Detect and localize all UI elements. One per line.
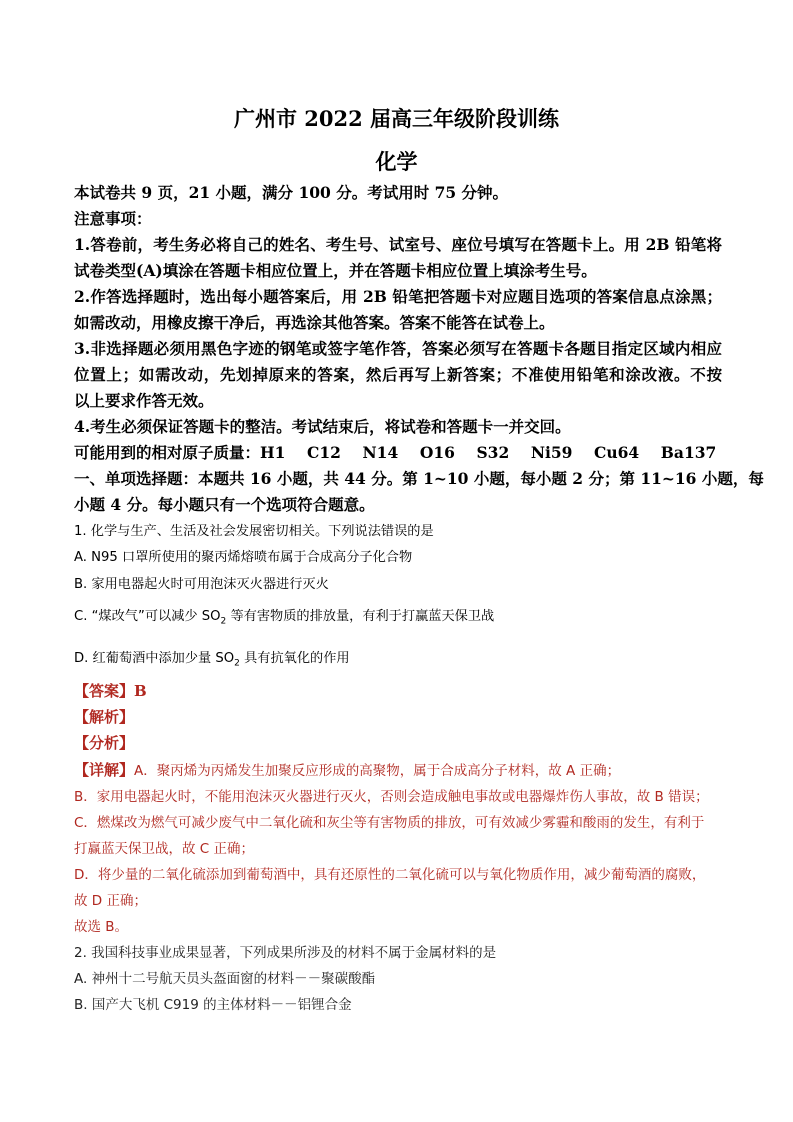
question-1-stem: 1. 化学与生产、生活及社会发展密切相关。下列说法错误的是 (74, 524, 434, 539)
exam-summary: 本试卷共 9 页，21 小题，满分 100 分。考试用时 75 分钟。 (74, 183, 509, 202)
question-2-option-a: A. 神州十二号航天员头盔面窗的材料－－聚碳酸酯 (74, 971, 376, 987)
question-1-option-a: A. N95 口罩所使用的聚丙烯熔喷布属于合成高分子化合物 (74, 550, 413, 565)
option-c-subscript: 2 (220, 616, 227, 627)
note-2-line-1: 2.作答选择题时，选出每小题答案后，用 2B 铅笔把答题卡对应题目选项的答案信息点涂黑； (74, 287, 722, 306)
answer-line: 【答案】B (74, 682, 147, 700)
question-2-option-b: B. 国产大飞机 C919 的主体材料－－铝锂合金 (74, 997, 352, 1013)
note-2-line-2: 如需改动，用橡皮擦干净后，再选涂其他答案。答案不能答在试卷上。 (74, 313, 555, 332)
question-1-option-b: B. 家用电器起火时可用泡沫灭火器进行灭火 (74, 577, 329, 592)
detail-d-line-2: 故 D 正确； (74, 893, 147, 909)
option-c-text-start: C. “煤改气”可以减少 SO (74, 609, 221, 624)
detail-a (74, 759, 620, 780)
detail-d-line-1: D．将少量的二氧化硫添加到葡萄酒中，具有还原性的二氧化硫可以与氧化物质作用，减少葡萄酒的腐败， (74, 867, 706, 883)
exam-title: 广州市 2022 届高三年级阶段训练 (233, 106, 560, 131)
detail-a-text: A．聚丙烯为丙烯发生加聚反应形成的高聚物，属于合成高分子材料，故 A 正确； (134, 763, 621, 779)
note-3-line-3: 以上要求作答无效。 (74, 391, 214, 410)
option-d-subscript: 2 (234, 658, 240, 669)
question-1-option-d (74, 647, 350, 669)
section-heading-line-2: 小题 4 分。每小题只有一个选项符合题意。 (74, 495, 375, 514)
option-d-text-end: 具有抗氧化的作用 (239, 651, 350, 666)
analysis-label: 【解析】 (74, 708, 135, 726)
option-d-text-start: D. 红葡萄酒中添加少量 SO (74, 651, 235, 666)
detail-b: B．家用电器起火时，不能用泡沫灭火器进行灭火，否则会造成触电事故或电器爆炸伤人事故，故 B 错误； (74, 789, 709, 805)
atomic-masses: 可能用到的相对原子质量：H1 C12 N14 O16 S32 Ni59 Cu64 Ba137 (74, 443, 717, 462)
notes-heading: 注意事项： (74, 209, 152, 228)
conclusion: 故选 B。 (74, 919, 129, 935)
note-3-line-1: 3.非选择题必须用黑色字迹的钢笔或签字笔作答，答案必须写在答题卡各题目指定区域内相应 (74, 339, 722, 358)
detail-c-line-1: C．燃煤改为燃气可减少废气中二氧化硫和灰尘等有害物质的排放，可有效减少雾霾和酸雨的发生，有利于 (74, 815, 705, 831)
question-2-stem: 2. 我国科技事业成果显著，下列成果所涉及的材料不属于金属材料的是 (74, 945, 497, 961)
detail-c-line-2: 打赢蓝天保卫战，故 C 正确； (74, 841, 255, 857)
note-4: 4.考生必须保证答题卡的整洁。考试结束后，将试卷和答题卡一并交回。 (74, 417, 571, 436)
section-heading-line-1: 一、单项选择题：本题共 16 小题，共 44 分。第 1~10 小题，每小题 2 分；第 11~16 小题，每 (74, 469, 764, 488)
subject-title: 化学 (375, 149, 418, 174)
note-1-line-1: 1.答卷前，考生务必将自己的姓名、考生号、试室号、座位号填写在答题卡上。用 2B 铅笔将 (74, 235, 722, 254)
note-1-line-2: 试卷类型(A)填涂在答题卡相应位置上，并在答题卡相应位置上填涂考生号。 (74, 261, 597, 280)
option-c-text-end: 等有害物质的排放量，有利于打赢蓝天保卫战 (226, 609, 495, 624)
note-3-line-2: 位置上；如需改动，先划掉原来的答案，然后再写上新答案；不准使用铅笔和涂改液。不按 (74, 365, 722, 384)
detail-label: 【详解】 (74, 761, 135, 779)
question-1-option-c (74, 605, 494, 627)
fenxi-label: 【分析】 (74, 734, 135, 752)
